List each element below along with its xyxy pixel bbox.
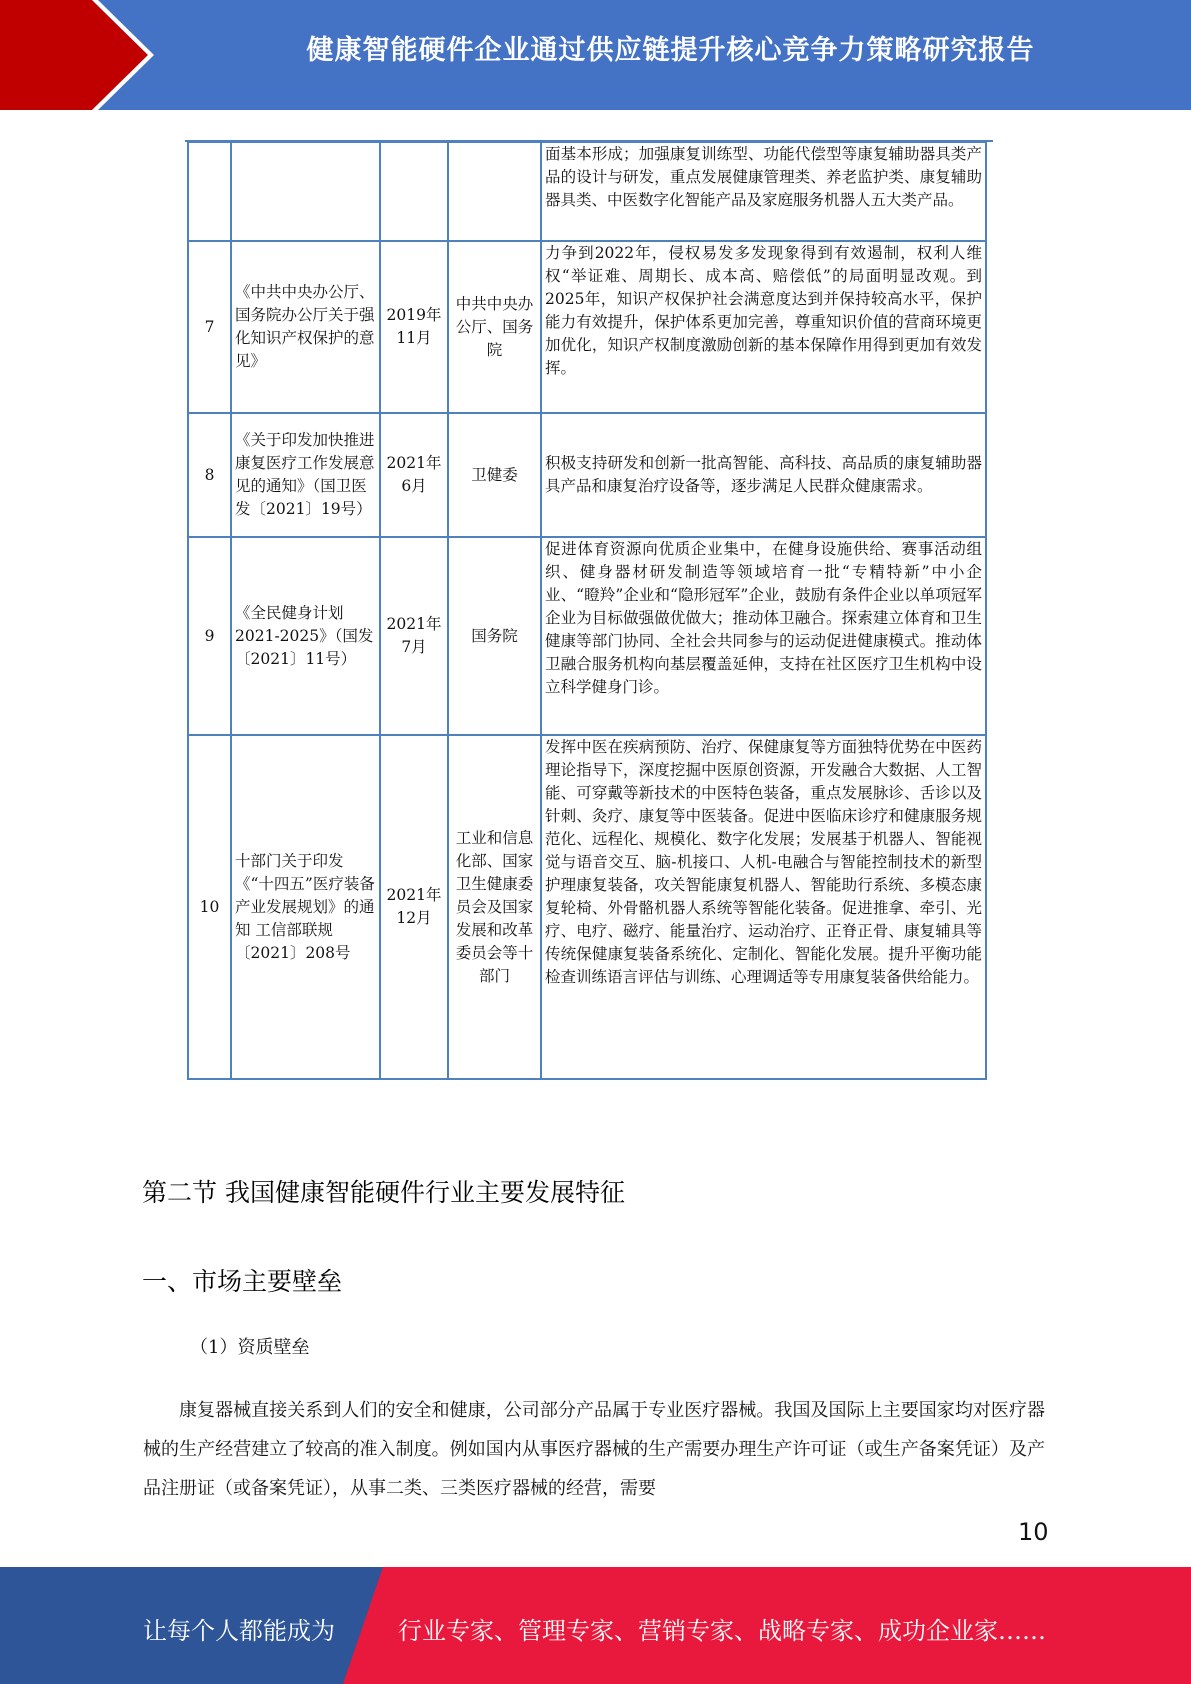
policy-content: 面基本形成；加强康复训练型、功能代偿型等康复辅助器具类产品的设计与研发，重点发展健康管理类、养老监护类、康复辅助器具类、中医数字化智能产品及家庭服务机器人五大类产品。	[541, 142, 986, 241]
issuing-department	[448, 142, 541, 241]
issuing-department: 中共中央办公厅、国务院	[448, 241, 541, 413]
page-number: 10	[1018, 1518, 1049, 1546]
footer-slogan-right: 行业专家、管理专家、营销专家、战略专家、成功企业家……	[398, 1617, 1046, 1645]
row-number: 8	[188, 413, 231, 537]
policy-date	[380, 142, 448, 241]
row-number: 7	[188, 241, 231, 413]
row-number: 10	[188, 735, 231, 1079]
policy-name: 《关于印发加快推进康复医疗工作发展意见的通知》（国卫医发〔2021〕19号）	[231, 413, 380, 537]
policy-name: 《全民健身计划2021-2025》（国发〔2021〕11号）	[231, 537, 380, 735]
item-label: （1）资质壁垒	[190, 1337, 310, 1358]
table-row	[188, 142, 986, 241]
subsection-title: 一、市场主要壁垒	[142, 1267, 343, 1296]
policy-name: 《中共中央办公厅、国务院办公厅关于强化知识产权保护的意见》	[231, 241, 380, 413]
table-row	[188, 537, 986, 735]
policy-date: 2019年11月	[380, 241, 448, 413]
body-paragraph: 康复器械直接关系到人们的安全和健康，公司部分产品属于专业医疗器械。我国及国际上主要国家均对医疗器械的生产经营建立了较高的准入制度。例如国内从事医疗器械的生产需要办理生产许可证（或生产备案凭证）及产品注册证（或备案凭证），从事二类、三类医疗器械的经营，需要	[143, 1400, 1045, 1499]
policy-name: 十部门关于印发《“十四五”医疗装备产业发展规划》的通知 工信部联规〔2021〕208号	[231, 735, 380, 1079]
page-footer	[0, 1567, 1191, 1684]
report-title: 健康智能硬件企业通过供应链提升核心竞争力策略研究报告	[306, 35, 1035, 66]
policy-content: 发挥中医在疾病预防、治疗、保健康复等方面独特优势在中医药理论指导下，深度挖掘中医原创资源，开发融合大数据、人工智能、可穿戴等新技术的中医特色装备，重点发展脉诊、舌诊以及针刺、灸疗、康复等中医装备。促进中医临床诊疗和健康服务规范化、远程化、规模化、数字化发展；发展基于机器人、智能视觉与语音交互、脑-机接口、人机-电融合与智能控制技术的新型护理康复装备，攻关智能康复机器人、智能助行系统、多模态康复轮椅、外骨骼机器人系统等智能化装备。促进推拿、牵引、光疗、电疗、磁疗、能量治疗、运动治疗、正脊正骨、康复辅具等传统保健康复装备系统化、定制化、智能化发展。提升平衡功能检查训练语言评估与训练、心理调适等专用康复装备供给能力。	[541, 735, 986, 1079]
row-number: 9	[188, 537, 231, 735]
policy-content: 促进体育资源向优质企业集中，在健身设施供给、赛事活动组织、健身器材研发制造等领域培育一批“专精特新”中小企业、“瞪羚”企业和“隐形冠军”企业，鼓励有条件企业以单项冠军企业为目标做强做优做大；推动体卫融合。探索建立体育和卫生健康等部门协同、全社会共同参与的运动促进健康模式。推动体卫融合服务机构向基层覆盖延伸，支持在社区医疗卫生机构中设立科学健身门诊。	[541, 537, 986, 735]
policy-content: 积极支持研发和创新一批高智能、高科技、高品质的康复辅助器具产品和康复治疗设备等，逐步满足人民群众健康需求。	[541, 413, 986, 537]
policy-name	[231, 142, 380, 241]
policy-date: 2021年12月	[380, 735, 448, 1079]
issuing-department: 国务院	[448, 537, 541, 735]
policy-date: 2021年7月	[380, 537, 448, 735]
policy-date: 2021年6月	[380, 413, 448, 537]
table-row	[188, 413, 986, 537]
table-row	[188, 735, 986, 1079]
table-row	[188, 241, 986, 413]
row-number	[188, 142, 231, 241]
issuing-department: 卫健委	[448, 413, 541, 537]
policy-content: 力争到2022年，侵权易发多发现象得到有效遏制，权利人维权“举证难、周期长、成本高、赔偿低”的局面明显改观。到2025年，知识产权保护社会满意度达到并保持较高水平，保护能力有效提升，保护体系更加完善，尊重知识价值的营商环境更加优化，知识产权制度激励创新的基本保障作用得到更加有效发挥。	[541, 241, 986, 413]
section-title: 第二节 我国健康智能硬件行业主要发展特征	[142, 1178, 625, 1207]
issuing-department: 工业和信息化部、国家卫生健康委员会及国家发展和改革委员会等十部门	[448, 735, 541, 1079]
footer-slogan-left: 让每个人都能成为	[143, 1617, 335, 1645]
page-header	[0, 0, 1191, 110]
policy-table	[187, 141, 987, 1080]
